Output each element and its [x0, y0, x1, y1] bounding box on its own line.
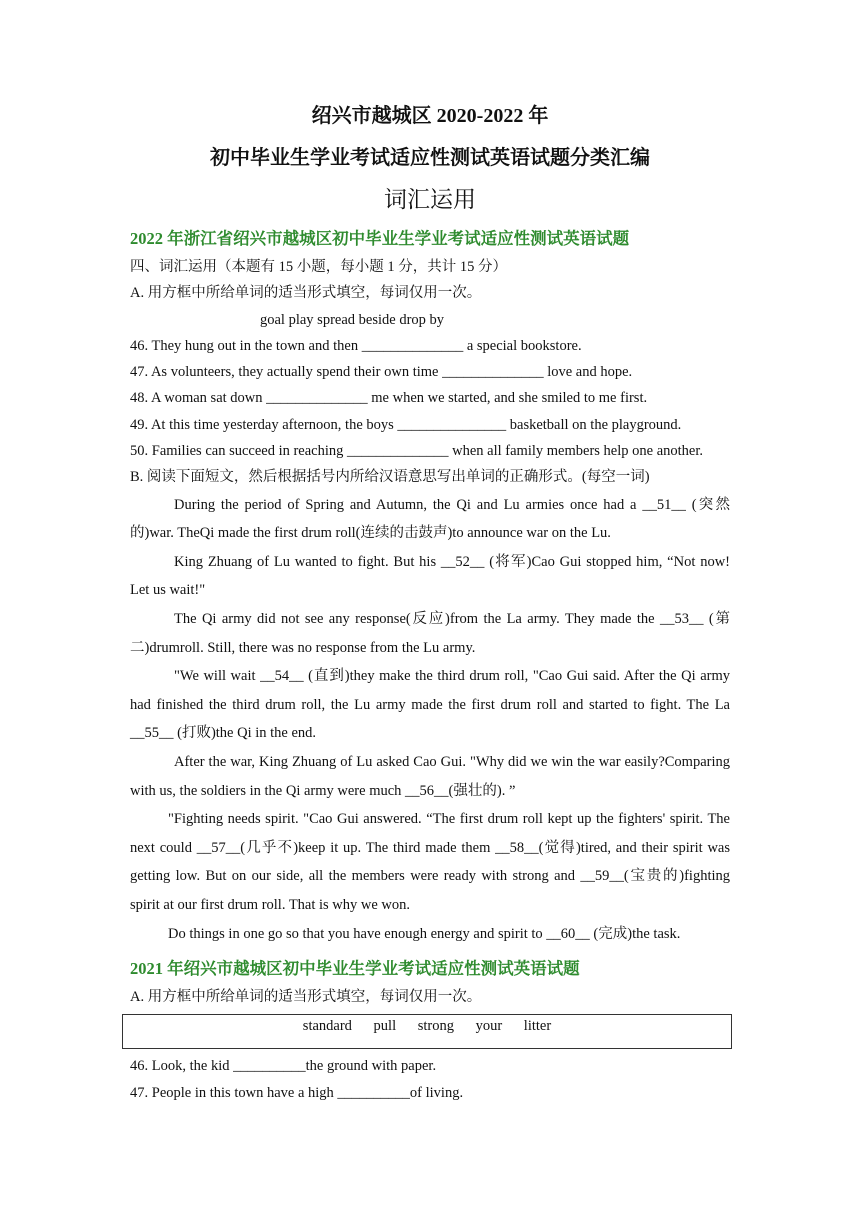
passage-paragraph: King Zhuang of Lu wanted to fight. But his __52__ (将军)Cao Gui stopped him, “Not now! Let us wait!"	[130, 553, 730, 599]
question-49: 49. At this time yesterday afternoon, the boys _______________ basketball on the playground.	[130, 416, 682, 433]
part-b-instruction: B. 阅读下面短文，然后根据括号内所给汉语意思写出单词的正确形式。(每空一词)	[130, 469, 650, 486]
part-title: 四、词汇运用（本题有 15 小题，每小题 1 分，共计 15 分）	[130, 259, 507, 275]
passage-paragraph: The Qi army did not see any response(反应)from the La army. They made the __53__ (第二)drumroll. Still, there was no response from the Lu army.	[130, 611, 730, 656]
doc-title-line3: 词汇运用	[384, 187, 476, 213]
question-47: 47. As volunteers, they actually spend their own time ______________ love and hope.	[130, 364, 633, 381]
question-50: 50. Families can succeed in reaching ______________ when all family members help one another.	[130, 443, 703, 460]
part-a-instruction-2021: A. 用方框中所给单词的适当形式填空，每词仅用一次。	[130, 989, 482, 1006]
part-a-instruction: A. 用方框中所给单词的适当形式填空，每词仅用一次。	[130, 285, 482, 302]
question-46: 46. They hung out in the town and then ______________ a special bookstore.	[130, 337, 582, 354]
passage-paragraph: During the period of Spring and Autumn, the Qi and Lu armies once had a __51__ (突然的)war. TheQi made the first drum roll(连续的击鼓声)to announce war on the Lu.	[130, 496, 730, 542]
section-2022-heading: 2022 年浙江省绍兴市越城区初中毕业生学业考试适应性测试英语试题	[130, 229, 630, 248]
question-46-2021: 46. Look, the kid __________the ground with paper.	[130, 1058, 437, 1075]
section-2021-heading: 2021 年绍兴市越城区初中毕业生学业考试适应性测试英语试题	[130, 959, 580, 979]
word-box: standard pull strong your litter	[122, 1014, 732, 1049]
document-page	[130, 100, 730, 1106]
passage-paragraph: "We will wait __54__ (直到)they make the third drum roll, "Cao Gui said. After the Qi army had finished the third drum roll, the Lu army made the first drum roll and started to fight. The La __55__ (打败)the Qi in the end.	[130, 668, 730, 742]
passage-paragraph: "Fighting needs spirit. "Cao Gui answered. “The first drum roll kept up the fighters' spirit. The next could __57__(几乎不)keep it up. The third made them __58__(觉得)tired, and their spirit was getting low. But on our side, all the members were ready with strong and __59__(宝贵的)fighting spirit at our first drum roll. That is why we won.	[130, 811, 730, 913]
passage-paragraph: Do things in one go so that you have enough energy and spirit to __60__ (完成)the task.	[168, 925, 681, 942]
word-list: goal play spread beside drop by	[260, 311, 445, 328]
doc-title-line2: 初中毕业生学业考试适应性测试英语试题分类汇编	[210, 147, 650, 169]
doc-title-line1: 绍兴市越城区 2020-2022 年	[311, 105, 549, 127]
passage-paragraph: After the war, King Zhuang of Lu asked Cao Gui. "Why did we win the war easily?Comparing with us, the soldiers in the Qi army were much __56__(强壮的). ”	[130, 754, 730, 799]
question-48: 48. A woman sat down ______________ me when we started, and she smiled to me first.	[130, 390, 648, 407]
question-47-2021: 47. People in this town have a high __________of living.	[130, 1084, 464, 1101]
